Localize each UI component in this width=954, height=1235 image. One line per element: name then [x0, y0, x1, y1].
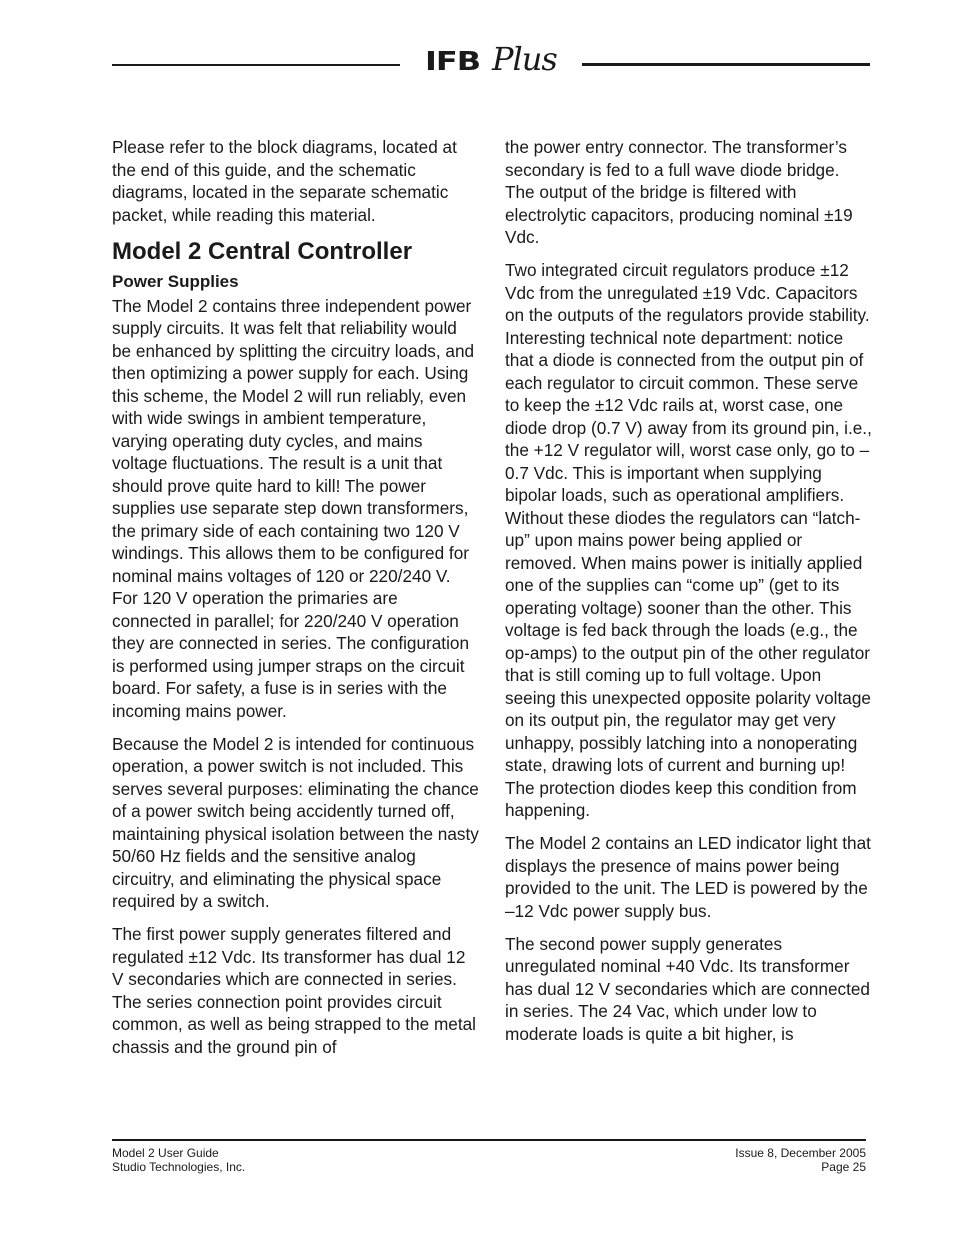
body-paragraph: The Model 2 contains an LED indicator light that displays the presence of mains power being provided to the unit. The LED is powered by the –12 Vdc power supply bus. [505, 833, 871, 921]
header-rule-right [582, 63, 870, 66]
footer-issue: Issue 8, December 2005 [735, 1146, 866, 1160]
logo-script-text: Plus [492, 40, 557, 78]
body-paragraph: Two integrated circuit regulators produce ±12 Vdc from the unregulated ±19 Vdc. Capacitors on the outputs of the regulators provide stability. Interesting technical note department: notice that a diode is connected from the output pin of each regulator to circuit common. These serve to keep the ±12 Vdc rails at, worst case, one diode drop (0.7 V) away from its ground pin, i.e., the +12 V regulator will, worst case only, go to –0.7 Vdc. This is important when supplying bipolar loads, such as operational amplifiers. Without these diodes the regulators can “latch-up” upon mains power being applied or removed. When mains power is initially applied one of the supplies can “come up” (get to its operating voltage) sooner than the other. This voltage is fed back through the loads (e.g., the op-amps) to the output pin of the other regulator that is still coming up to full voltage. Upon seeing this unexpected opposite polarity voltage on its output pin, the regulator may get very unhappy, possibly latching into a nonoperating state, drawing lots of current and burning up! The protection diodes keep this condition from happening. [505, 260, 872, 820]
footer-page-number: Page 25 [821, 1160, 866, 1174]
footer-company: Studio Technologies, Inc. [112, 1160, 246, 1174]
body-paragraph: The first power supply generates filtered and regulated ±12 Vdc. Its transformer has dual 12 V secondaries which are connected in series. The series connection point provides circuit common, as well as being strapped to the metal chassis and the ground pin of [112, 924, 476, 1057]
footer-doc-title: Model 2 User Guide [112, 1146, 219, 1160]
right-column [505, 136, 873, 1056]
section-title: Model 2 Central Controller [112, 237, 413, 265]
header-rule-left [112, 64, 400, 66]
body-paragraph: the power entry connector. The transformer’s secondary is fed to a full wave diode bridge. The output of the bridge is filtered with electrolytic capacitors, producing nominal ±19 Vdc. [505, 137, 853, 247]
body-paragraph: The Model 2 contains three independent power supply circuits. It was felt that reliability would be enhanced by splitting the circuitry loads, and then optimizing a power supply for each. Using this scheme, the Model 2 will run reliably, even with wide swings in ambient temperature, varying operating duty cycles, and mains voltage fluctuations. The result is a unit that should prove quite hard to kill! The power supplies use separate step down transformers, the primary side of each containing two 120 V windings. This allows them to be configured for nominal mains voltages of 120 or 220/240 V. For 120 V operation the primaries are connected in parallel; for 220/240 V operation they are connected in series. The configuration is performed using jumper straps on the circuit board. For safety, a fuse is in series with the incoming mains power. [112, 295, 475, 721]
footer-right [735, 1146, 866, 1174]
body-paragraph: The second power supply generates unregulated nominal +40 Vdc. Its transformer has dual 12 V secondaries which are connected in series. The 24 Vac, which under low to moderate loads is quite a bit higher, is [505, 933, 870, 1044]
logo-main-text: IFB [425, 46, 481, 77]
subsection-title: Power Supplies [112, 271, 239, 291]
footer-left [112, 1146, 245, 1174]
left-column [112, 136, 480, 1069]
intro-paragraph: Please refer to the block diagrams, located at the end of this guide, and the schematic diagrams, located in the separate schematic packet, while reading this material. [112, 137, 457, 225]
ifb-plus-logo [420, 40, 560, 88]
footer-rule [112, 1139, 866, 1141]
body-paragraph: Because the Model 2 is intended for continuous operation, a power switch is not included. This serves several purposes: eliminating the chance of a power switch being accidently turned off, maintaining physical isolation between the nasty 50/60 Hz fields and the sensitive analog circuitry, and eliminating the physical space required by a switch. [112, 733, 479, 911]
